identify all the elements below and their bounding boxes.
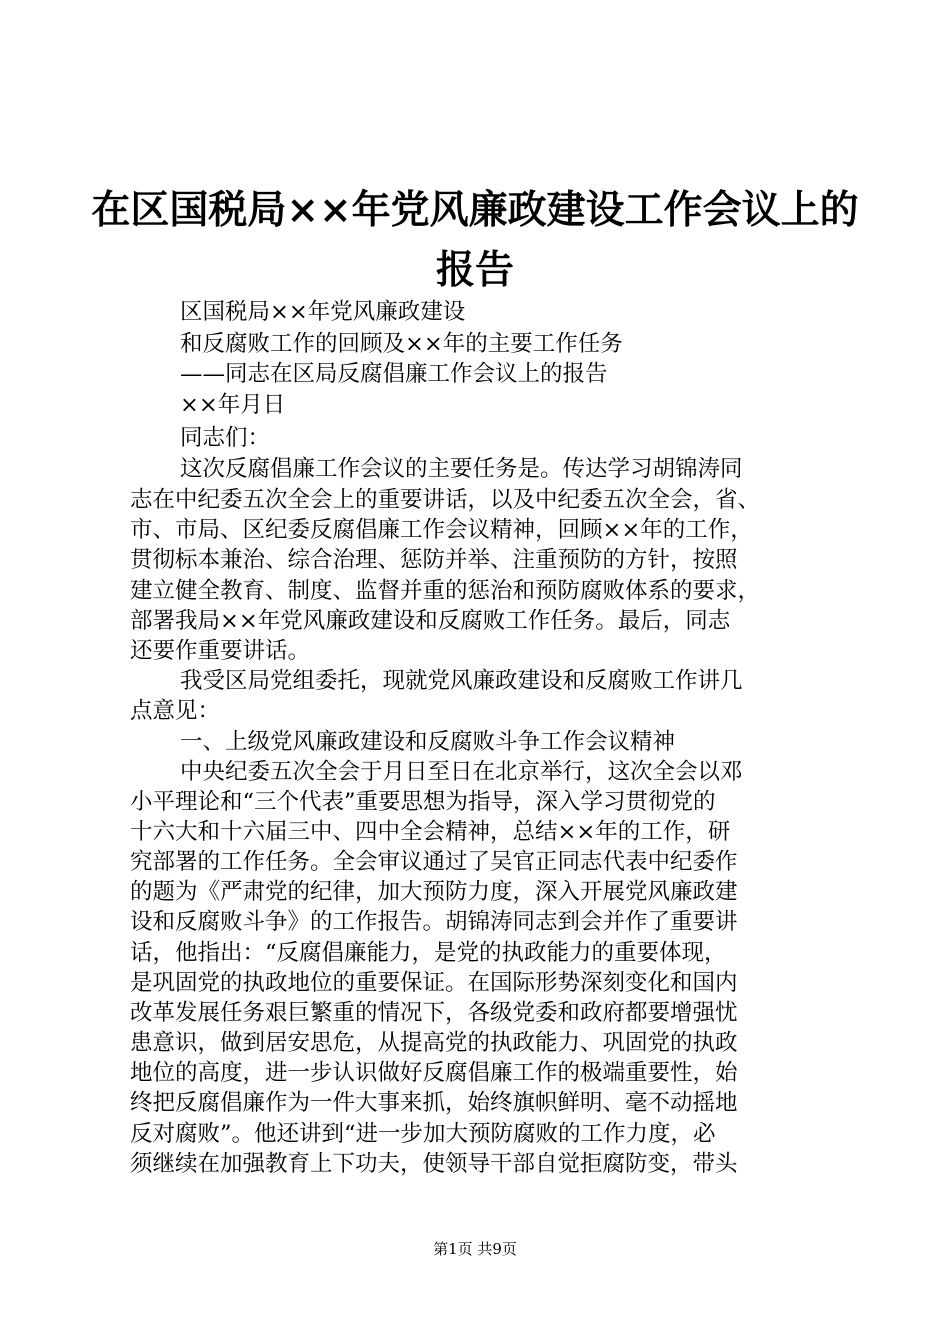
paragraph-line: 话，他指出：“反腐倡廉能力，是党的执政能力的重要体现， bbox=[130, 940, 727, 966]
paragraph-line: 还要作重要讲话。 bbox=[130, 638, 311, 664]
paragraph-line: 患意识，做到居安思危，从提高党的执政能力、巩固党的执政 bbox=[130, 1030, 738, 1056]
paragraph-line: 贯彻标本兼治、综合治理、惩防并举、注重预防的方针，按照 bbox=[130, 547, 738, 573]
paragraph-line: 究部署的工作任务。全会审议通过了吴官正同志代表中纪委作 bbox=[130, 849, 738, 875]
paragraph-line: 这次反腐倡廉工作会议的主要任务是。传达学习胡锦涛同 bbox=[180, 456, 743, 482]
paragraph-line: 部署我局××年党风廉政建设和反腐败工作任务。最后，同志 bbox=[130, 608, 731, 634]
date-line: ××年月日 bbox=[180, 392, 286, 418]
paragraph-line: 设和反腐败斗争》的工作报告。胡锦涛同志到会并作了重要讲 bbox=[130, 909, 738, 935]
paragraph-line: 终把反腐倡廉作为一件大事来抓，始终旗帜鲜明、毫不动摇地 bbox=[130, 1090, 738, 1116]
paragraph-line: 点意见： bbox=[130, 698, 221, 724]
section-heading: 一、上级党风廉政建设和反腐败斗争工作会议精神 bbox=[180, 729, 676, 755]
paragraph-line: 是巩固党的执政地位的重要保证。在国际形势深刻变化和国内 bbox=[130, 970, 738, 996]
salutation: 同志们： bbox=[180, 425, 271, 451]
subtitle-line: 和反腐败工作的回顾及××年的主要工作任务 bbox=[180, 331, 623, 357]
paragraph-line: 中央纪委五次全会于月日至日在北京举行，这次全会以邓 bbox=[180, 759, 743, 785]
paragraph-line: 的题为《严肃党的纪律，加大预防力度，深入开展党风廉政建 bbox=[130, 879, 738, 905]
page-footer: 第1页 共9页 bbox=[433, 1240, 517, 1258]
paragraph-line: 我受区局党组委托，现就党风廉政建设和反腐败工作讲几 bbox=[180, 668, 743, 694]
paragraph-line: 十六大和十六届三中、四中全会精神，总结××年的工作，研 bbox=[130, 819, 731, 845]
document-title-line-2: 报告 bbox=[435, 247, 514, 293]
paragraph-line: 地位的高度，进一步认识做好反腐倡廉工作的极端重要性，始 bbox=[130, 1060, 738, 1086]
paragraph-line: 须继续在加强教育上下功夫，使领导干部自觉拒腐防变，带头 bbox=[130, 1151, 738, 1177]
paragraph-line: 志在中纪委五次全会上的重要讲话，以及中纪委五次全会，省、 bbox=[130, 487, 761, 513]
byline: ——同志在区局反腐倡廉工作会议上的报告 bbox=[180, 361, 608, 387]
subtitle-line: 区国税局××年党风廉政建设 bbox=[180, 299, 466, 325]
paragraph-line: 改革发展任务艰巨繁重的情况下，各级党委和政府都要增强忧 bbox=[130, 1000, 738, 1026]
document-title-line-1: 在区国税局××年党风廉政建设工作会议上的 bbox=[91, 187, 859, 233]
paragraph-line: 市、市局、区纪委反腐倡廉工作会议精神，回顾××年的工作， bbox=[130, 517, 753, 543]
paragraph-line: 小平理论和“三个代表”重要思想为指导，深入学习贯彻党的 bbox=[130, 789, 716, 815]
paragraph-line: 建立健全教育、制度、监督并重的惩治和预防腐败体系的要求， bbox=[130, 578, 761, 604]
paragraph-line: 反对腐败”。他还讲到“进一步加大预防腐败的工作力度，必 bbox=[130, 1121, 716, 1147]
